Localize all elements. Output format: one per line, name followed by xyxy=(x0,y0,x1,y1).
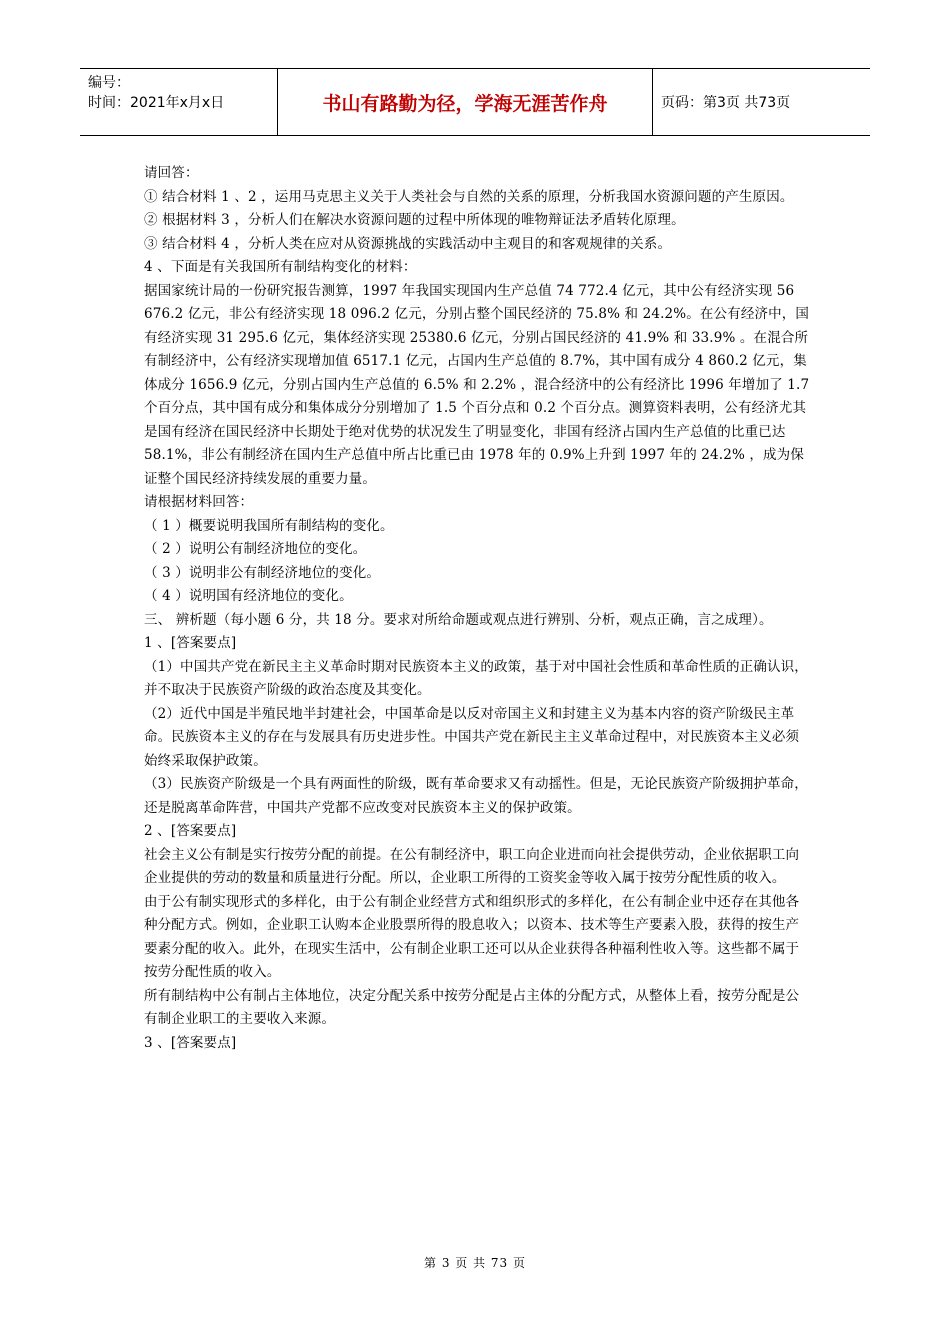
paragraph: 社会主义公有制是实行按劳分配的前提。在公有制经济中，职工向企业进而向社会提供劳动，企业依据职工向企业提供的劳动的数量和质量进行分配。所以，企业职工所得的工资奖金等收入属于按劳分配性质的收入。 xyxy=(144,846,800,886)
paragraph: （3）民族资产阶级是一个具有两面性的阶级，既有革命要求又有动摇性。但是，无论民族资产阶级拥护革命，还是脱离革命阵营，中国共产党都不应改变对民族资本主义的保护政策。 xyxy=(144,776,808,816)
paragraph: （ 3 ）说明非公有制经济地位的变化。 xyxy=(144,564,381,581)
paragraph: ② 根据材料 3 ，分析人们在解决水资源问题的过程中所体现的唯物辩证法矛盾转化原理。 xyxy=(144,212,685,228)
paragraph: 三、 辨析题（每小题 6 分，共 18 分。要求对所给命题或观点进行辨别、分析，观点正确，言之成理）。 xyxy=(144,611,773,628)
paragraph: 由于公有制实现形式的多样化，由于公有制企业经营方式和组织形式的多样化，在公有制企业中还存在其他各种分配方式。例如，企业职工认购本企业股票所得的股息收入；以资本、技术等生产要素入股，获得的按生产要素分配的收入。此外，在现实生活中，公有制企业职工还可以从企业获得各种福利性收入等。这些都不属于按劳分配性质的收入。 xyxy=(144,893,800,980)
document-number-label: 编号： xyxy=(88,75,130,91)
paragraph: 2 、[答案要点] xyxy=(144,823,237,839)
paragraph: 请回答： xyxy=(144,165,199,181)
paragraph: （ 2 ）说明公有制经济地位的变化。 xyxy=(144,541,367,557)
document-body xyxy=(144,162,812,1055)
header-motto: 书山有路勤为径，学海无涯苦作舟 xyxy=(278,69,653,135)
paragraph: （1）中国共产党在新民主主义革命时期对民族资本主义的政策，基于对中国社会性质和革命性质的正确认识，并不取决于民族资产阶级的政治态度及其变化。 xyxy=(144,658,808,698)
header-page-label: 页码：第3页 共73页 xyxy=(661,95,791,111)
paragraph: 4 、下面是有关我国所有制结构变化的材料： xyxy=(144,259,417,275)
document-date-label: 时间：2021年x月x日 xyxy=(88,95,225,111)
paragraph: ① 结合材料 1 、2 ，运用马克思主义关于人类社会与自然的关系的原理，分析我国水资源问题的产生原因。 xyxy=(144,188,794,205)
paragraph: （ 4 ）说明国有经济地位的变化。 xyxy=(144,588,353,604)
paragraph: 3 、[答案要点] xyxy=(144,1034,237,1051)
paragraph: 据国家统计局的一份研究报告测算，1997 年我国实现国内生产总值 74 772.4 亿元，其中公有经济实现 56 676.2 亿元，非公有经济实现 18 096.2 亿元，分别占整个国民经济的 75.8% 和 24.2%。在公有经济中，国有经济实现 31 295.6 亿元，集体经济实现 25380.6 亿元，分别占国民经济的 41.9% 和 33.9% 。在混合所有制经济中，公有经济实现增加值 6517.1 亿元，占国内生产总值的 8.7%，其中国有成分 4 860.2 亿元，集体成分 1656.9 亿元，分别占国内生产总值的 6.5% 和 2.2% ，混合经济中的公有经济比 1996 年增加了 1.7 个百分点，其中国有成分和集体成分分别增加了 1.5 个百分点和 0.2 个百分点。测算资料表明，公有经济尤其是国有经济在国民经济中长期处于绝对优势的状况发生了明显变化，非国有经济占国内生产总值的比重已达 58.1%，非公有制经济在国内生产总值中所占比重已由 1978 年的 0.9%上升到 1997 年的 24.2% ，成为保证整个国民经济持续发展的重要力量。 xyxy=(144,282,810,487)
paragraph: （2）近代中国是半殖民地半封建社会，中国革命是以反对帝国主义和封建主义为基本内容的资产阶级民主革命。民族资本主义的存在与发展具有历史进步性。中国共产党在新民主主义革命过程中，对民族资本主义必须始终采取保护政策。 xyxy=(144,705,800,769)
paragraph: ③ 结合材料 4 ，分析人类在应对从资源挑战的实践活动中主观目的和客观规律的关系。 xyxy=(144,235,672,252)
paragraph: （ 1 ）概要说明我国所有制结构的变化。 xyxy=(144,517,394,534)
page-footer: 第 3 页 共 73 页 xyxy=(424,1256,526,1270)
paragraph: 所有制结构中公有制占主体地位，决定分配关系中按劳分配是占主体的分配方式，从整体上看，按劳分配是公有制企业职工的主要收入来源。 xyxy=(144,987,800,1027)
paragraph: 1 、[答案要点] xyxy=(144,635,237,651)
page-header xyxy=(80,68,870,136)
header-info-cell xyxy=(80,69,278,135)
paragraph: 请根据材料回答： xyxy=(144,494,254,510)
